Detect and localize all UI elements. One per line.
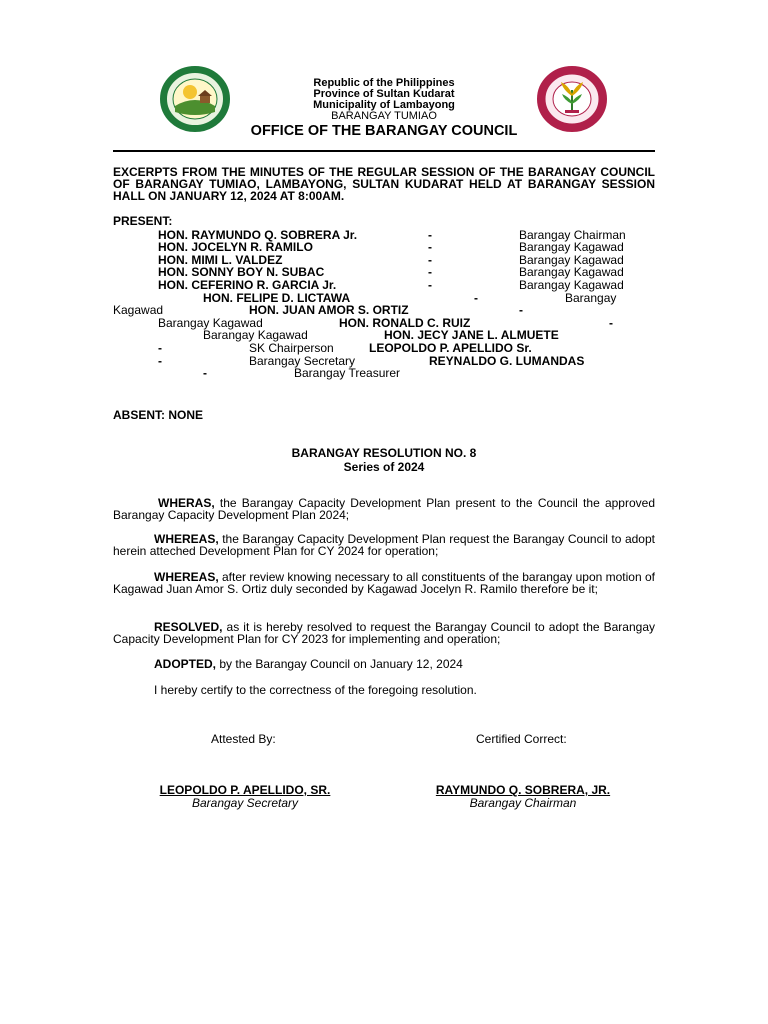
member-position: SK Chairperson xyxy=(249,341,334,355)
member-position: Barangay Kagawad xyxy=(203,328,308,342)
chairman-title: Barangay Chairman xyxy=(469,796,577,810)
member-dash: - xyxy=(158,354,162,368)
member-dash: - xyxy=(428,240,432,254)
member-dash: - xyxy=(428,228,432,242)
resolution-title: BARANGAY RESOLUTION NO. 8 xyxy=(291,446,477,460)
paragraph-text: as it is hereby resolved to request the Barangay Council to adopt the Barangay Capacity Development Plan for CY 2023 for implementing and operation; xyxy=(113,620,655,646)
member-name: HON. CEFERINO R. GARCIA Jr. xyxy=(158,278,337,292)
member-dash: - xyxy=(428,253,432,267)
office-title: OFFICE OF THE BARANGAY COUNCIL xyxy=(250,123,518,139)
member-name: HON. JECY JANE L. ALMUETE xyxy=(384,328,559,342)
resolution-series: Series of 2024 xyxy=(343,460,425,474)
member-position: Barangay Kagawad xyxy=(519,265,624,279)
paragraph-lead: WHEREAS, xyxy=(154,532,219,546)
member-dash: - xyxy=(428,278,432,292)
member-dash: - xyxy=(474,291,478,305)
whereas-paragraph-2 xyxy=(113,533,655,557)
header-republic: Republic of the Philippines xyxy=(313,77,455,89)
member-position: Kagawad xyxy=(113,303,164,317)
member-name: HON. JUAN AMOR S. ORTIZ xyxy=(249,303,409,317)
paragraph-lead: WHEREAS, xyxy=(154,570,219,584)
member-name: HON. RONALD C. RUIZ xyxy=(339,316,471,330)
member-dash: - xyxy=(158,341,162,355)
paragraph-text: after review knowing necessary to all constituents of the barangay upon motion of Kagawad Juan Amor S. Ortiz duly seconded by Kagawad Jocelyn R. Ramilo therefore be it; xyxy=(113,570,655,596)
member-name: HON. SONNY BOY N. SUBAC xyxy=(158,265,325,279)
member-position: Barangay Kagawad xyxy=(519,278,624,292)
member-position: Barangay Secretary xyxy=(249,354,356,368)
secretary-title: Barangay Secretary xyxy=(191,796,299,810)
member-position: Barangay Treasurer xyxy=(294,366,401,380)
member-position: Barangay Chairman xyxy=(519,228,626,242)
member-dash: - xyxy=(428,265,432,279)
barangay-tumiao-seal xyxy=(160,66,230,132)
municipality-lambayong-seal xyxy=(537,66,607,132)
member-name: HON. JOCELYN R. RAMILO xyxy=(158,240,313,254)
header-municipality: Municipality of Lambayong xyxy=(313,99,455,111)
member-dash: - xyxy=(609,316,613,330)
present-label: PRESENT: xyxy=(113,214,173,228)
paragraph-lead: RESOLVED, xyxy=(154,620,223,634)
member-dash: - xyxy=(519,303,523,317)
paragraph-text: the Barangay Capacity Development Plan present to the Council the approved Barangay Capacity Development Plan 2024; xyxy=(113,496,655,522)
member-dash: - xyxy=(203,366,207,380)
member-name: HON. RAYMUNDO Q. SOBRERA Jr. xyxy=(158,228,358,242)
member-position: Barangay xyxy=(565,291,617,305)
header-province: Province of Sultan Kudarat xyxy=(313,88,455,100)
paragraph-text: by the Barangay Council on January 12, 2024 xyxy=(216,657,463,671)
resolved-paragraph xyxy=(113,621,655,645)
header-barangay: BARANGAY TUMIAO xyxy=(331,110,437,122)
member-name: REYNALDO G. LUMANDAS xyxy=(429,354,585,368)
member-position: Barangay Kagawad xyxy=(158,316,263,330)
member-name: HON. FELIPE D. LICTAWA xyxy=(203,291,351,305)
paragraph-text: the Barangay Capacity Development Plan request the Barangay Council to adopt herein atteched Development Plan for CY 2024 for operation; xyxy=(113,532,655,558)
member-position: Barangay Kagawad xyxy=(519,253,624,267)
absent-line: ABSENT: NONE xyxy=(113,408,204,422)
header-divider xyxy=(113,150,655,152)
member-position: Barangay Kagawad xyxy=(519,240,624,254)
adopted-paragraph xyxy=(113,658,655,670)
certified-label: Certified Correct: xyxy=(476,732,567,746)
whereas-paragraph-3 xyxy=(113,571,655,595)
certify-statement: I hereby certify to the correctness of the foregoing resolution. xyxy=(154,683,477,697)
excerpt-heading: EXCERPTS FROM THE MINUTES OF THE REGULAR SESSION OF THE BARANGAY COUNCIL OF BARANGAY TUMIAO, LAMBAYONG, SULTAN KUDARAT HELD AT BARANGAY SESSION HALL ON JANUARY 12, 2024 AT 8:00AM. xyxy=(113,165,655,203)
member-name: HON. MIMI L. VALDEZ xyxy=(158,253,283,267)
whereas-paragraph-1 xyxy=(113,497,655,521)
paragraph-lead: WHERAS, xyxy=(158,496,215,510)
chairman-signature-name: RAYMUNDO Q. SOBRERA, JR. xyxy=(435,783,611,797)
paragraph-lead: ADOPTED, xyxy=(154,657,217,671)
member-name: LEOPOLDO P. APELLIDO Sr. xyxy=(369,341,532,355)
secretary-signature-name: LEOPOLDO P. APELLIDO, SR. xyxy=(159,783,331,797)
attested-label: Attested By: xyxy=(211,732,276,746)
